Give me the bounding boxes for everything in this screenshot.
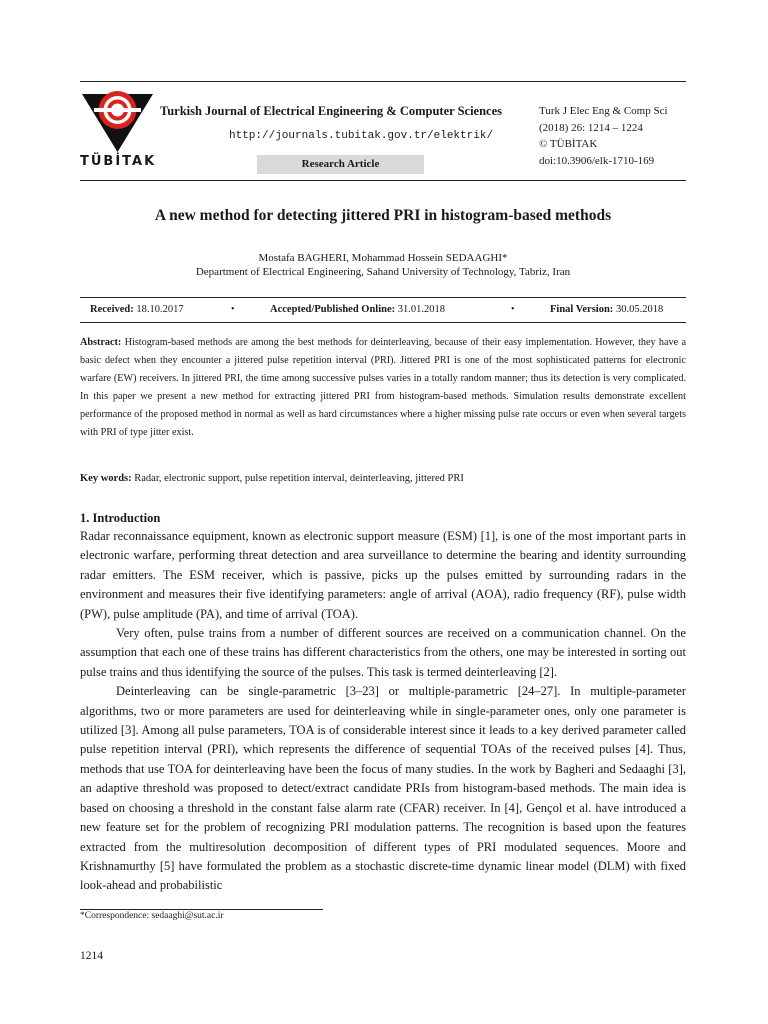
abstract-text: Histogram-based methods are among the best methods for deinterleaving, because of their easy implementation. However, they have a basic defect when they encounter a jittered pulse repetition interval (PRI). Jittered PRI is one of the most sophisticated patterns for electronic warfare (EW) receivers. In jittered PRI, the time among successive pulses varies in a totally random manner; thus its detection is very complicated. In this paper we present a new method for extracting jittered PRI from histogram-based methods. Simulation results demonstrate excellent performance of the proposed method in normal as well as hard circumstances where a higher missing pulse rate occurs or even when several targets with PRI of type jitter exist. <box>80 337 686 438</box>
body-text <box>80 527 686 896</box>
section-title: 1. Introduction <box>80 511 161 525</box>
article-type-badge: Research Article <box>257 155 424 174</box>
tubitak-logo <box>80 88 155 180</box>
paper-title: A new method for detecting jittered PRI in histogram-based methods <box>154 207 612 224</box>
tubitak-emblem-icon <box>80 88 155 154</box>
date-separator: • <box>511 304 515 315</box>
authors: Mostafa BAGHERI, Mohammad Hossein SEDAAGHI* <box>258 252 508 264</box>
final-label: Final Version: <box>550 304 614 315</box>
keywords <box>80 470 686 488</box>
journal-name: Turkish Journal of Electrical Engineering & Computer Sciences <box>160 104 503 118</box>
received-date <box>90 298 184 322</box>
date-separator: • <box>231 304 235 315</box>
affiliation: Department of Electrical Engineering, Sahand University of Technology, Tabriz, Iran <box>195 266 571 278</box>
final-value: 30.05.2018 <box>615 304 664 315</box>
correspondence-footnote: *Correspondence: sedaaghi@sut.ac.ir <box>80 911 224 921</box>
citation-copyright: © TÜBİTAK <box>539 138 598 150</box>
abstract-label: Abstract: <box>80 337 122 348</box>
paragraph: Very often, pulse trains from a number of different sources are received on a communication channel. On the assumption that each one of these trains has different characteristics from the others, one may be interested in sorting out pulse trains and thus identifying the source of the pulses. This task is termed deinterleaving [2]. <box>80 626 686 679</box>
citation-block <box>539 103 668 169</box>
final-date <box>550 298 663 322</box>
received-value: 18.10.2017 <box>136 304 184 315</box>
footnote-rule <box>80 909 323 910</box>
citation-doi[interactable]: doi:10.3906/elk-1710-169 <box>539 154 655 167</box>
accepted-date <box>270 298 445 322</box>
citation-volume: (2018) 26: 1214 – 1224 <box>539 121 643 134</box>
abstract <box>80 334 686 442</box>
citation-journal: Turk J Elec Eng & Comp Sci <box>539 105 668 117</box>
page-number: 1214 <box>80 950 103 962</box>
paragraph: Deinterleaving can be single-parametric [3–23] or multiple-parametric [24–27]. In multiple-parameter algorithms, two or more parameters are used for deinterleaving while in single-parameter ones, only one parameter is utilized [3]. Among all pulse parameters, TOA is of considerable interest since it leads to a key derived parameter called pulse repetition interval (PRI), which represents the difference of sequential TOAs of the received pulses [4]. Thus, methods that use TOA for deinterleaving have been the focus of many studies. In the work by Bagheri and Sedaaghi [3], an adaptive threshold was proposed to detect/extract candidate PRIs from histogram-based methods. The main idea is based on choosing a threshold in the constant false alarm rate (CFAR) receiver. In [4], Gençol et al. have introduced a new feature set for the problem of recognizing PRI modulation patterns. The recognition is based upon the features extracted from the multiresolution decomposition of different types of PRI modulated sequences. Moore and Krishnamurthy [5] have formulated the problem as a stochastic discrete-time dynamic linear model (DLM) with fixed look-ahead and probabilistic <box>80 684 686 893</box>
header-bottom-rule <box>80 180 686 181</box>
header-top-rule <box>80 81 686 82</box>
journal-url-link[interactable]: http://journals.tubitak.gov.tr/elektrik/ <box>229 130 494 142</box>
accepted-value: 31.01.2018 <box>397 304 446 315</box>
keywords-text: Radar, electronic support, pulse repetition interval, deinterleaving, jittered PRI <box>134 473 464 484</box>
received-label: Received: <box>90 304 134 315</box>
paragraph: Radar reconnaissance equipment, known as electronic support measure (ESM) [1], is one of the most important parts in electronic warfare, performing threat detection and area surveillance to determine the bearing and identity surrounding radar emitters. The ESM receiver, which is passive, picks up the pulses emitted by surrounding radars in the environment and measures their five identifying parameters: angle of arrival (AOA), radio frequency (RF), pulse width (PW), pulse amplitude (PA), and time of arrival (TOA). <box>80 529 686 621</box>
keywords-label: Key words: <box>80 473 132 484</box>
accepted-label: Accepted/Published Online: <box>270 304 396 315</box>
logo-wordmark: TÜBİTAK <box>80 154 157 169</box>
dates-bar <box>80 297 686 323</box>
